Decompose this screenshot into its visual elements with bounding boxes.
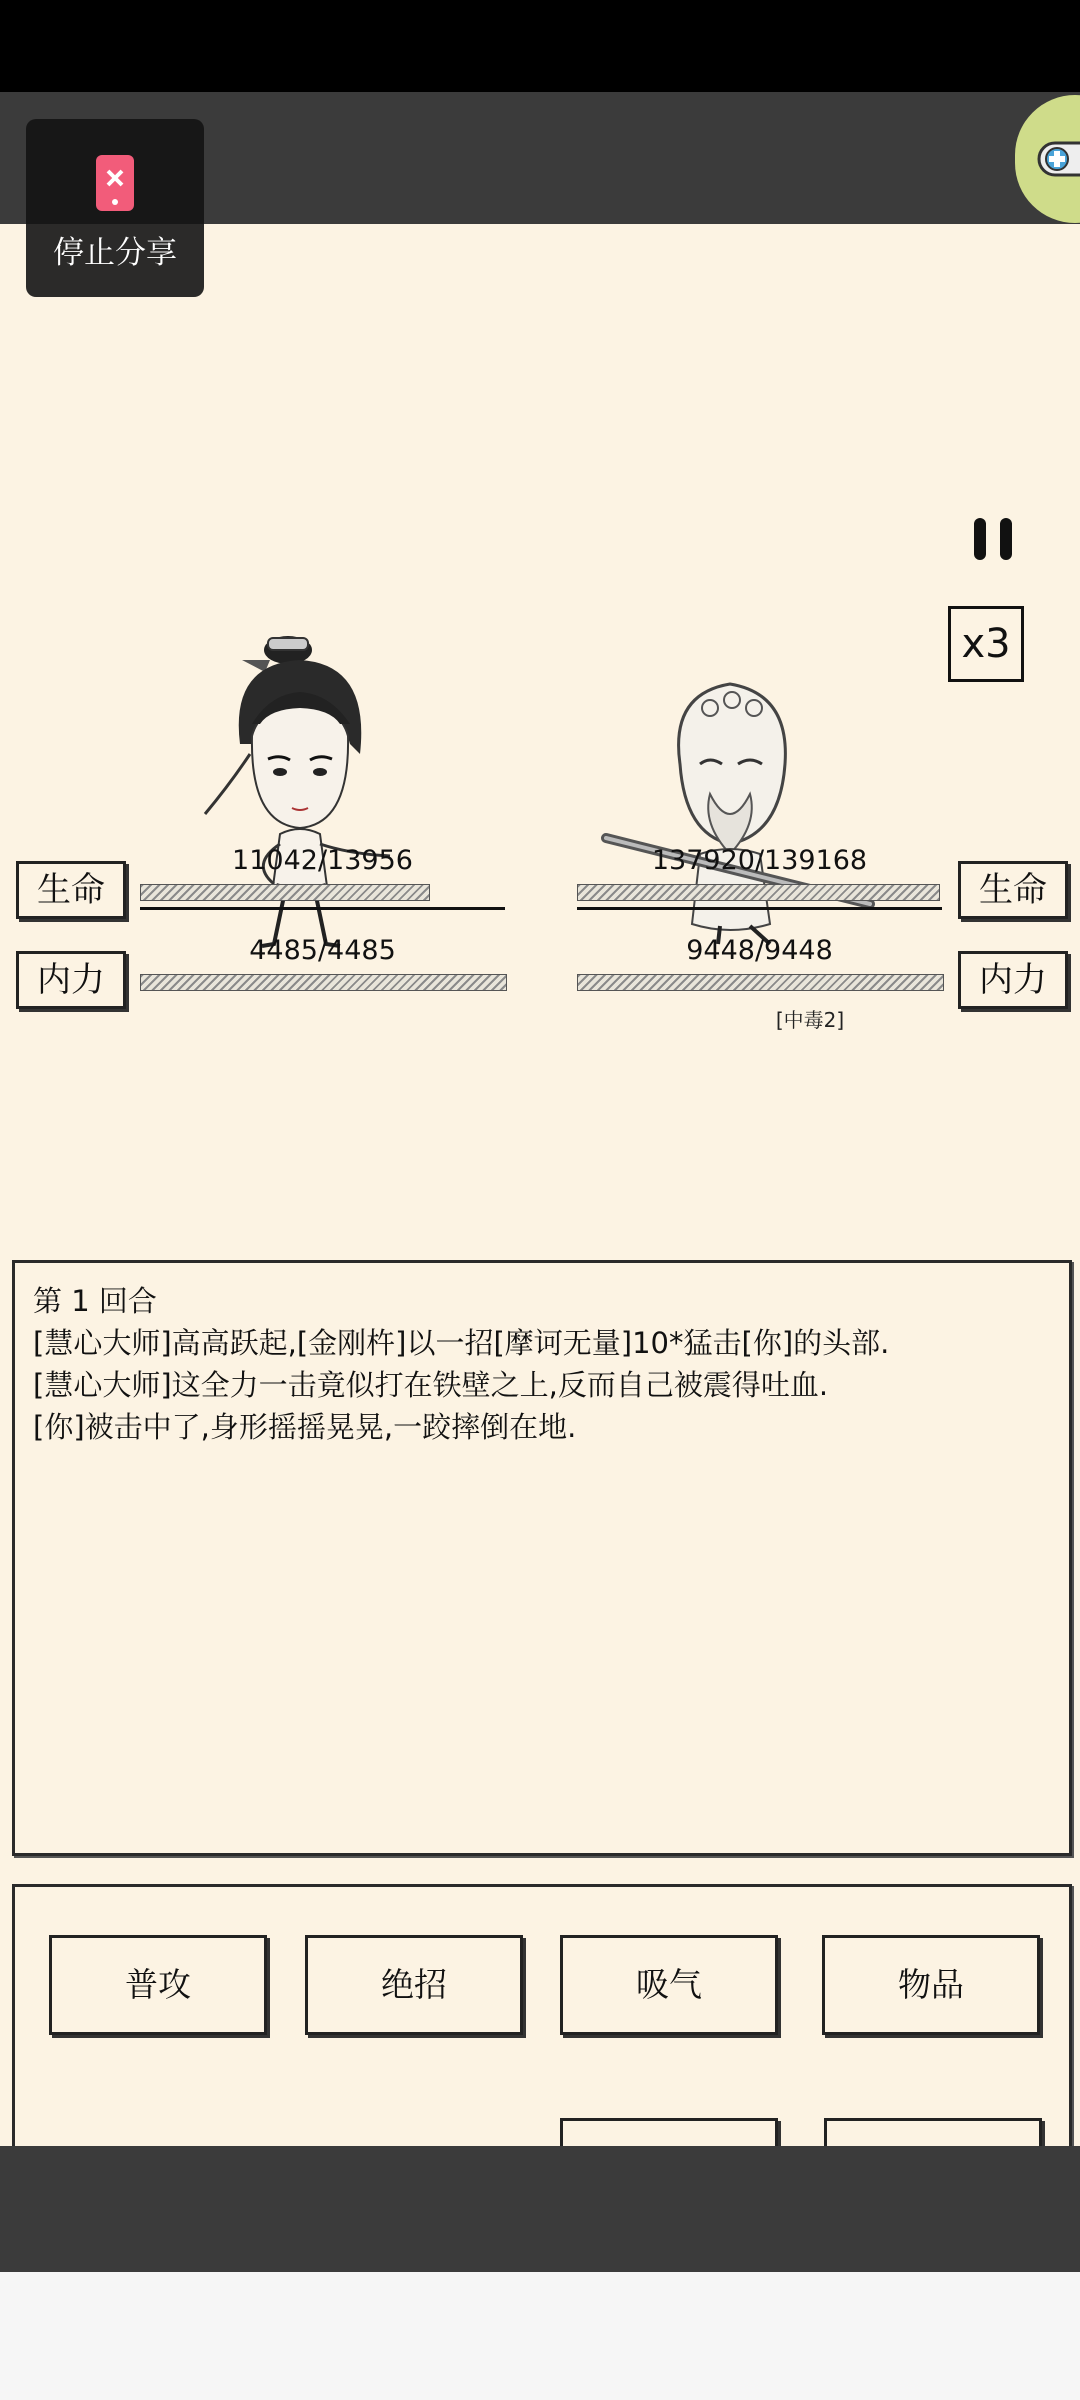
player-hp-bar-base [140, 907, 505, 910]
battle-screen [0, 224, 1080, 2146]
pause-button[interactable] [970, 514, 1020, 574]
stop-share-overlay[interactable] [26, 119, 204, 297]
enemy-mp-value: 9448/9448 [686, 935, 833, 966]
bottom-area [0, 2272, 1080, 2400]
enemy-status-effect: [中毒2] [775, 1008, 845, 1032]
player-mp-label: 内力 [16, 951, 126, 1009]
battle-log-line: [慧心大师]这全力一击竟似打在铁壁之上,反而自己被震得吐血. [33, 1368, 829, 1402]
gamepad-icon [1037, 139, 1080, 179]
battle-log-line: [慧心大师]高高跃起,[金刚杵]以一招[摩诃无量]10*猛击[你]的头部. [33, 1326, 890, 1360]
special-move-button[interactable]: 绝招 [305, 1935, 523, 2035]
enemy-hp-label: 生命 [958, 861, 1068, 919]
enemy-hp-bar-base [577, 907, 942, 910]
enemy-mp-bar [577, 974, 944, 991]
battle-log-line: 第 1 回合 [33, 1284, 157, 1318]
battle-log-panel[interactable] [12, 1260, 1072, 1856]
pause-icon [974, 518, 986, 560]
enemy-character [600, 474, 890, 954]
enemy-hp-value: 137920/139168 [651, 845, 868, 876]
items-button[interactable]: 物品 [822, 1935, 1040, 2035]
player-mp-value: 4485/4485 [249, 935, 396, 966]
phone-stop-share-icon [94, 153, 136, 213]
enemy-mp-label: 内力 [958, 951, 1068, 1009]
player-hp-label: 生命 [16, 861, 126, 919]
breathe-button[interactable]: 吸气 [560, 1935, 778, 2035]
navigation-bar [0, 2146, 1080, 2272]
player-hp-value: 11042/13956 [232, 845, 413, 876]
player-mp-bar [140, 974, 507, 991]
player-hp-bar [140, 884, 430, 901]
status-bar [0, 0, 1080, 92]
stop-share-label: 停止分享 [53, 235, 177, 271]
speed-toggle-button[interactable]: x3 [948, 606, 1024, 682]
enemy-hp-bar [577, 884, 940, 901]
battle-log-line: [你]被击中了,身形摇摇晃晃,一跤摔倒在地. [33, 1410, 577, 1444]
attack-button[interactable]: 普攻 [49, 1935, 267, 2035]
